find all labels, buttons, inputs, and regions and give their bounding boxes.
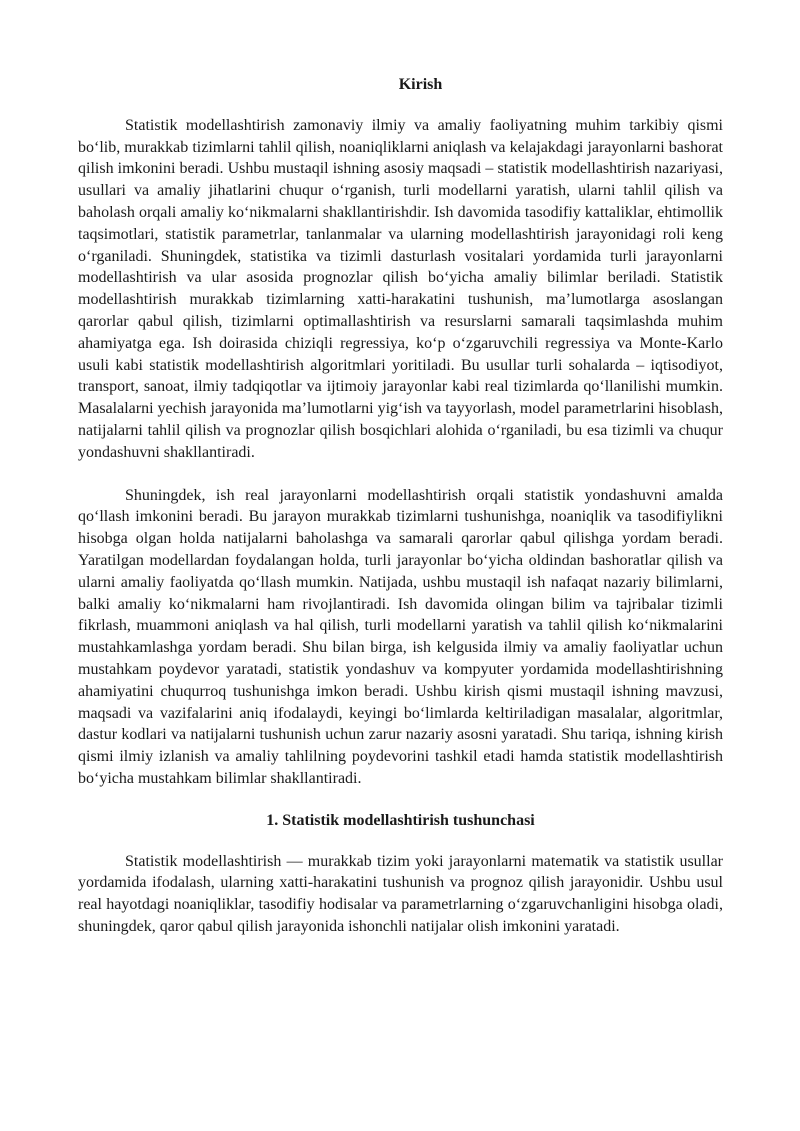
intro-title: Kirish xyxy=(398,76,443,93)
section-1-paragraph: Statistik modellashtirish — murakkab tizim yoki jarayonlarni matematik va statistik usullar yordamida ifodalash, ularning xatti-harakatini tushunish va prognoz qilish jarayonidir. Ushbu usul real hayotdagi noaniqliklar, tasodifiy hodisalar va parametrlarning oʻzgaruvchanligini hisobga oladi, shuningdek, qaror qabul qilish jarayonida ishonchli natijalar olish imkonini yaratadi. xyxy=(78,852,723,935)
spacer xyxy=(78,832,723,851)
intro-paragraph-1: Statistik modellashtirish zamonaviy ilmiy va amaliy faoliyatning muhim tarkibiy qismi boʻlib, murakkab tizimlarni tahlil qilish, noaniqliklarni aniqlash va kelajakdagi jarayonlarni bashorat qilish imkonini beradi. Ushbu mustaqil ishning asosiy maqsadi – statistik modellashtirish nazariyasi, usullari va amaliy jihatlarini chuqur oʻrganish, turli modellarni yaratish, ularni tahlil qilish va baholash orqali amaliy koʻnikmalarni shakllantirishdir. Ish davomida tasodifiy kattaliklar, ehtimollik taqsimotlari, statistik parametrlar, tanlanmalar va ularning modellashtirish jarayonidagi roli keng oʻrganiladi. Shuningdek, statistika va tizimli dasturlash vositalari yordamida turli jarayonlarni modellashtirish va ular asosida prognozlar qilish boʻyicha amaliy bilimlar beriladi. Statistik modellashtirish murakkab tizimlarning xatti-harakatini tushunish, maʼlumotlarga asoslangan qarorlar qabul qilish, tizimlarni optimallashtirish va resurslarni samarali taqsimlashda muhim ahamiyatga ega. Ish doirasida chiziqli regressiya, koʻp oʻzgaruvchili regressiya va Monte-Karlo usuli kabi statistik modellashtirish algoritmlari yoritiladi. Bu usullar turli sohalarda – iqtisodiyot, transport, sanoat, ilmiy tadqiqotlar va ijtimoiy jarayonlar kabi real tizimlarda qoʻllanilishi mumkin. Masalalarni yechish jarayonida maʼlumotlarni yigʻish va tayyorlash, model parametrlarini hisoblash, natijalarni tahlil qilish va prognozlar qilish bosqichlari alohida oʻrganiladi, bu esa tizimli va chuqur yondashuvni shakllantiradi. xyxy=(78,116,723,461)
spacer xyxy=(78,790,723,810)
spacer xyxy=(78,464,723,485)
spacer xyxy=(78,96,723,115)
section-1-title: 1. Statistik modellashtirish tushunchasi xyxy=(266,811,535,829)
document-page xyxy=(78,74,723,938)
intro-paragraph-2: Shuningdek, ish real jarayonlarni modellashtirish orqali statistik yondashuvni amalda qoʻllash imkonini beradi. Bu jarayon murakkab tizimlarni tushunishga, noaniqlik va tasodifiylikni hisobga olgan holda natijalarni baholashga va samarali qarorlar qabul qilishga yordam beradi. Yaratilgan modellardan foydalangan holda, turli jarayonlar boʻyicha oldindan bashoratlar qilish va ularni amaliy faoliyatda qoʻllash mumkin. Natijada, ushbu mustaqil ish nafaqat nazariy bilimlarni, balki amaliy koʻnikmalarni ham rivojlantiradi. Ish davomida olingan bilim va tajribalar tizimli fikrlash, muammoni aniqlash va hal qilish, turli modellarni yaratish va tahlil qilish koʻnikmalarini mustahkamlashga yordam beradi. Shu bilan birga, ish kelgusida ilmiy va amaliy faoliyatlar uchun mustahkam poydevor yaratadi, statistik yondashuv va kompyuter yordamida modellashtirishning ahamiyatini chuqurroq tushunishga imkon beradi. Ushbu kirish qismi mustaqil ishning mavzusi, maqsadi va vazifalarini aniq ifodalaydi, keyingi boʻlimlarda keltiriladigan masalalar, algoritmlar, dastur kodlari va natijalarni tushunish uchun zarur nazariy asosni yaratadi. Shu tariqa, ishning kirish qismi ilmiy izlanish va amaliy tahlilning poydevorini tashkil etadi hamda statistik modellashtirish boʻyicha mustahkam bilimlar shakllantiradi. xyxy=(78,486,723,787)
